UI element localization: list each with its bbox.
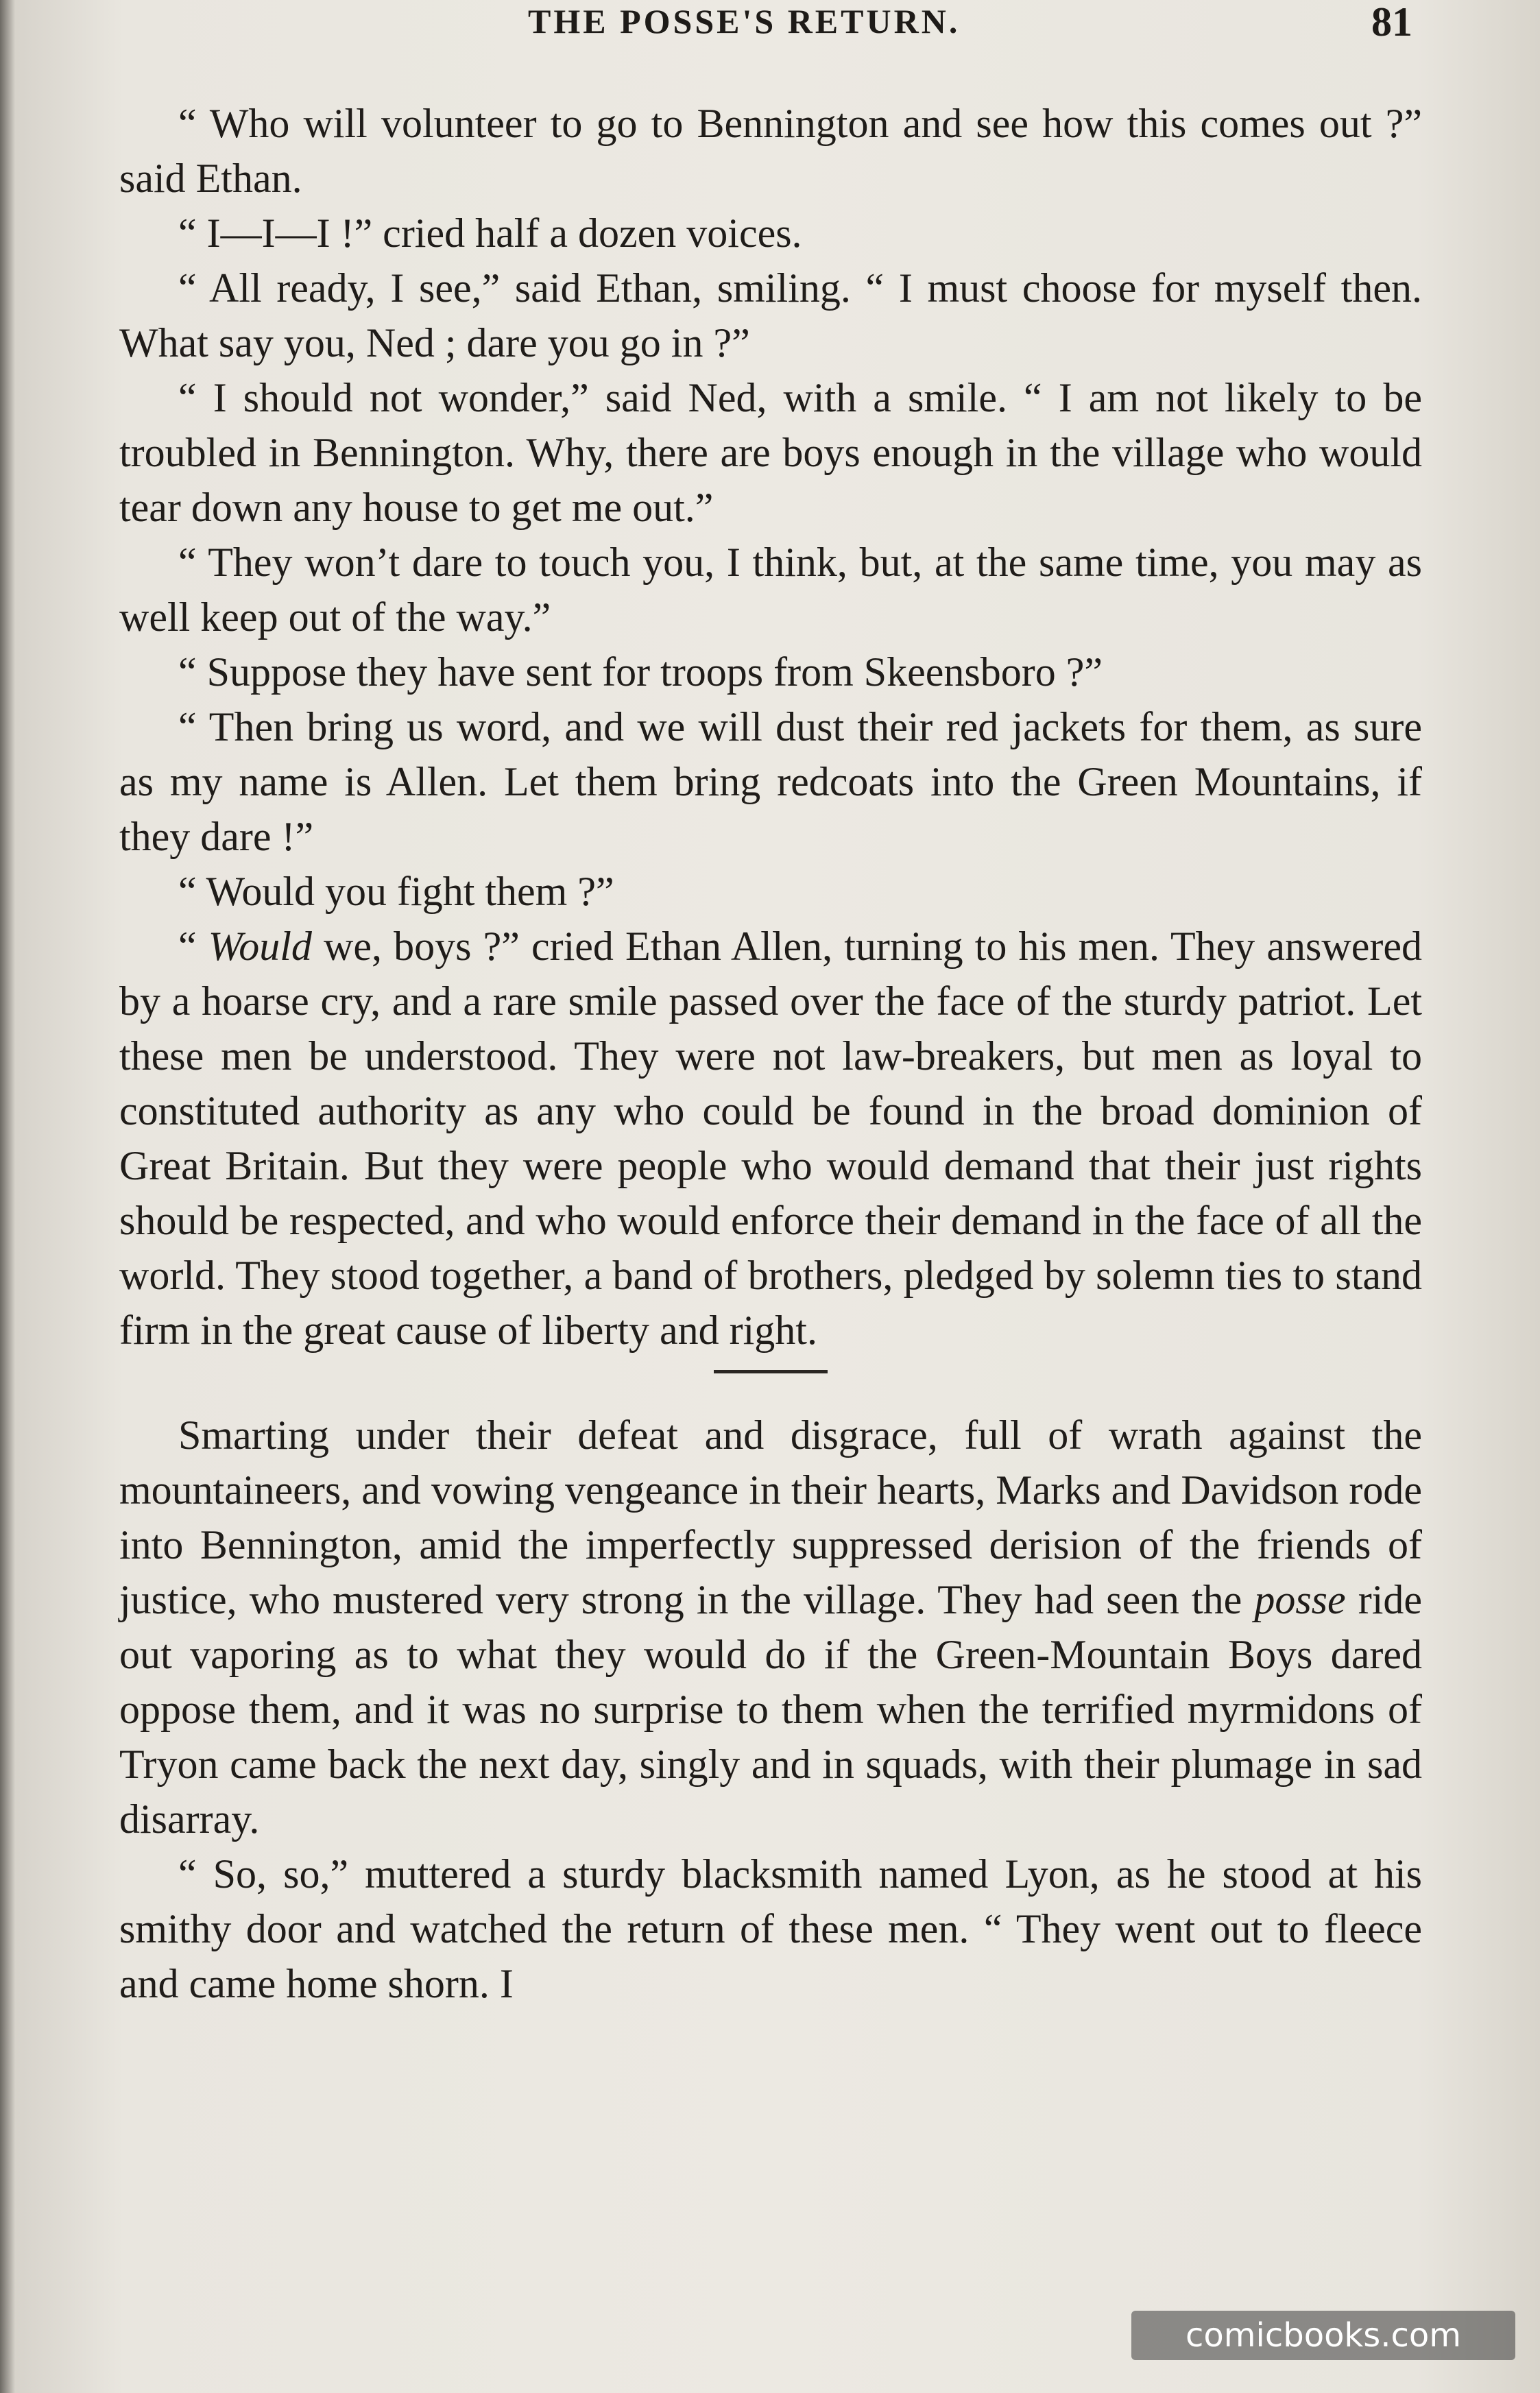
paragraph — [119, 1408, 1422, 1847]
paragraph: “ Suppose they have sent for troops from Skeensboro ?” — [178, 649, 1103, 695]
running-head-title: THE POSSE'S RETURN. — [528, 2, 961, 40]
gutter-shadow — [0, 0, 15, 2393]
paragraph — [119, 919, 1422, 1358]
paragraph-text: we, boys ?” cried Ethan Allen, turning to his men. They answered by a hoarse cry, and a rare smile passed over the face of the sturdy patriot. Let these men be understood. They were not law-breakers, but men as loyal to constituted authority as any who could be found in the broad dominion of Great Britain. But they were people who would demand that their just rights should be respected, and who would enforce their demand in the face of all the world. They stood together, a band of brothers, pledged by solemn ties to stand firm in the great cause of liberty and right. — [119, 924, 1422, 1353]
page-number: 81 — [1371, 0, 1412, 45]
paragraph: “ They won’t dare to touch you, I think, but, at the same time, you may as well keep out of the way.” — [119, 540, 1422, 640]
paragraph-text: ride out vaporing as to what they would do if the Green-Mountain Boys dared oppose them, and it was no surprise to them when the terrified myrmidons of Tryon came back the next day, singly and in squads, with their plumage in sad disarray. — [119, 1577, 1423, 1842]
emphasis-would: Would — [208, 924, 312, 969]
watermark: comicbooks.com — [1131, 2311, 1515, 2360]
paragraph: “ I should not wonder,” said Ned, with a smile. “ I am not likely to be troubled in Bennington. Why, there are boys enough in the village who would tear down any house to get me out.” — [119, 375, 1422, 530]
running-head — [0, 0, 1540, 48]
quote-open: “ — [178, 924, 208, 969]
paragraph-text: Smarting under their defeat and disgrace, full of wrath against the mountaineers, and vowing vengeance in their hearts, Marks and Davidson rode into Bennington, amid the imperfectly suppressed derision of the friends of justice, who mustered very strong in the village. They had seen the — [119, 1412, 1422, 1622]
emphasis-posse: posse — [1254, 1577, 1346, 1622]
paragraph: “ Who will volunteer to go to Bennington and see how this comes out ?” said Ethan. — [119, 101, 1422, 201]
paragraph: “ All ready, I see,” said Ethan, smiling. “ I must choose for myself then. What say you, Ned ; dare you go in ?” — [119, 265, 1422, 365]
paragraph: “ I—I—I !” cried half a dozen voices. — [178, 211, 802, 256]
paragraph: “ So, so,” muttered a sturdy blacksmith named Lyon, as he stood at his smithy door and watched the return of these men. “ They went out to fleece and came home shorn. I — [119, 1851, 1422, 2006]
paragraph: “ Would you fight them ?” — [178, 869, 614, 914]
paragraph: “ Then bring us word, and we will dust their red jackets for them, as sure as my name is Allen. Let them bring redcoats into the Green Mountains, if they dare !” — [119, 704, 1422, 859]
body-text — [119, 96, 1422, 2011]
section-divider — [714, 1370, 828, 1373]
